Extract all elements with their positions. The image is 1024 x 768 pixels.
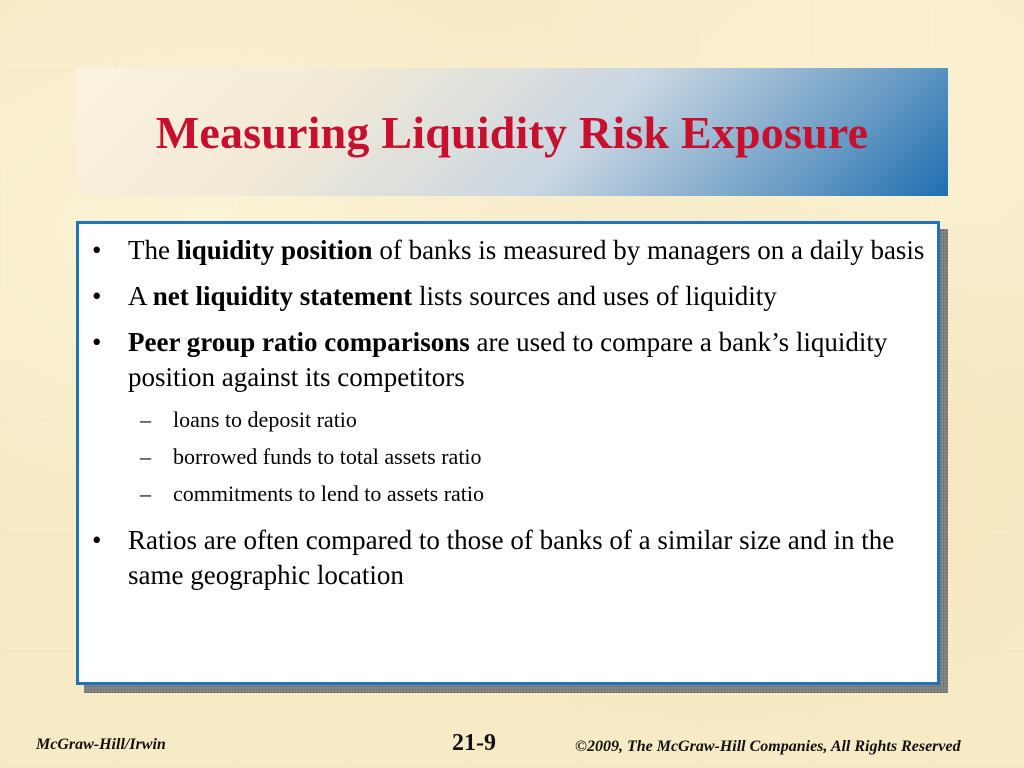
bullet-item [89,325,925,512]
footer-page-number: 21-9 [452,730,496,756]
bullet-item [89,279,925,314]
sub-bullet-text: commitments to lend to assets ratio [173,481,485,506]
bullet-text-rest: are used to compare a bank’s liquidity position against its competitors [128,327,888,392]
bullet-key-term: liquidity position [176,235,373,265]
sub-bullet-marker: – [140,481,151,506]
bullet-item [89,233,925,268]
slide-title: Measuring Liquidity Risk Exposure [155,106,869,158]
bullet-marker: • [92,327,102,357]
bullet-list [89,233,925,604]
bullet-key-term: Peer group ratio comparisons [128,327,470,357]
bullet-marker: • [92,235,102,265]
bullet-text-rest: lists sources and uses of liquidity [412,281,777,311]
sub-bullet-text: loans to deposit ratio [173,407,357,432]
bullet-text-lead: Ratios are often compared to those of banks of a similar size and in the same geographic location [128,525,895,590]
bullet-text-lead: The [128,235,177,265]
sub-bullet-list [128,401,925,512]
content-box [76,221,940,685]
bullet-text-lead: A [128,281,153,311]
bullet-key-term: net liquidity statement [152,281,413,311]
bullet-item [89,523,925,593]
sub-bullet-item [128,475,925,512]
sub-bullet-item [128,438,925,475]
sub-bullet-text: borrowed funds to total assets ratio [173,444,482,469]
bullet-marker: • [92,525,102,555]
title-banner [76,68,948,196]
footer-publisher: McGraw-Hill/Irwin [36,736,166,753]
sub-bullet-marker: – [140,444,151,469]
footer-copyright: ©2009, The McGraw-Hill Companies, All Rights Reserved [575,738,961,755]
sub-bullet-marker: – [140,407,151,432]
sub-bullet-item [128,401,925,438]
bullet-marker: • [92,281,102,311]
bullet-text-rest: of banks is measured by managers on a daily basis [372,235,925,265]
